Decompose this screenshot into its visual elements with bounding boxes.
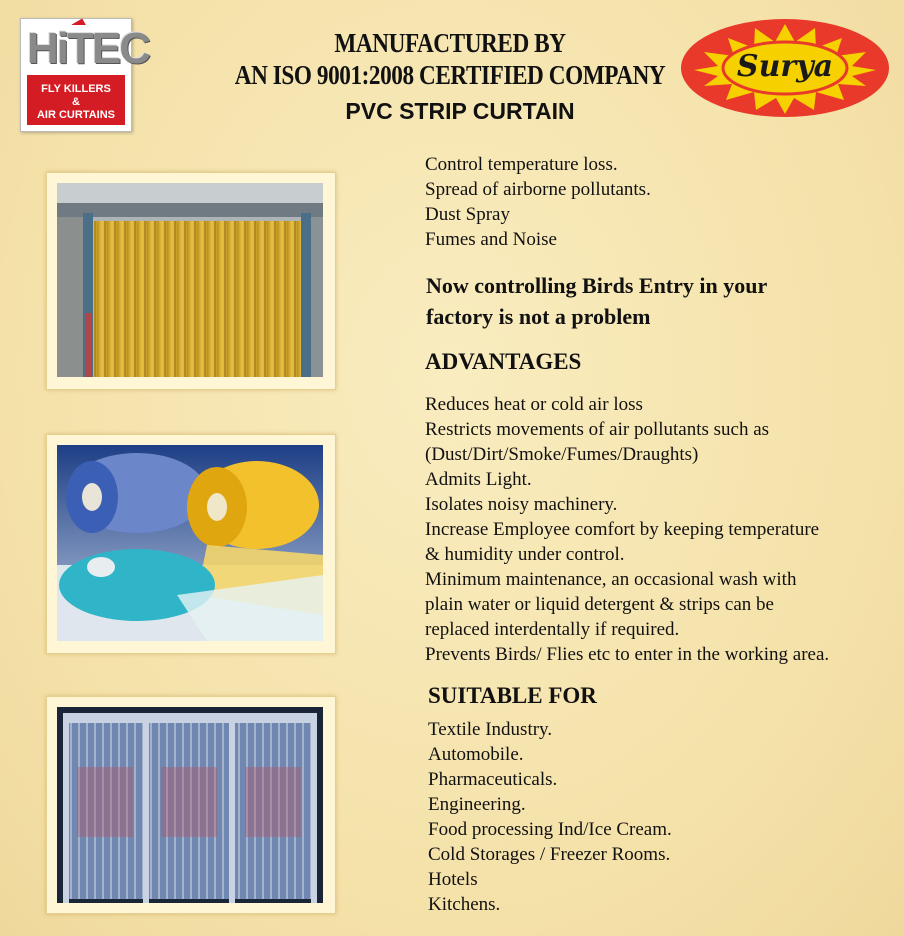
header-line1: MANUFACTURED BY bbox=[334, 28, 566, 58]
intro-list bbox=[425, 152, 651, 252]
hitec-line2: & bbox=[72, 96, 80, 108]
hitec-brand: HiTEC bbox=[27, 24, 149, 73]
list-item: Isolates noisy machinery. bbox=[425, 494, 618, 515]
list-item: & humidity under control. bbox=[425, 544, 625, 565]
photo-frame-clear bbox=[46, 696, 336, 914]
list-item: Food processing Ind/Ice Cream. bbox=[428, 819, 672, 840]
list-item: Restricts movements of air pollutants such as bbox=[425, 419, 770, 440]
hitec-tagline bbox=[27, 75, 125, 125]
list-item: plain water or liquid detergent & strips can be bbox=[425, 594, 774, 615]
advantages-heading: ADVANTAGES bbox=[425, 349, 582, 374]
suitable-heading: SUITABLE FOR bbox=[428, 683, 597, 708]
list-item: Prevents Birds/ Flies etc to enter in the working area. bbox=[425, 644, 830, 665]
suitable-list bbox=[428, 717, 672, 917]
photo-frame-doorway bbox=[46, 172, 336, 390]
doorway-curtain-image bbox=[57, 183, 323, 377]
hitec-line3: AIR CURTAINS bbox=[36, 109, 115, 121]
list-item: Kitchens. bbox=[428, 894, 501, 915]
list-item: Reduces heat or cold air loss bbox=[425, 394, 643, 415]
list-item: Engineering. bbox=[428, 794, 526, 815]
highlight-message bbox=[426, 270, 767, 332]
list-item: Dust Spray bbox=[425, 204, 510, 225]
list-item: Automobile. bbox=[428, 744, 524, 765]
highlight-line2: factory is not a problem bbox=[426, 304, 651, 329]
header-line2: AN ISO 9001:2008 CERTIFIED COMPANY bbox=[234, 60, 666, 90]
list-item: Increase Employee comfort by keeping temperature bbox=[425, 519, 820, 540]
list-item: Cold Storages / Freezer Rooms. bbox=[428, 844, 671, 865]
surya-logo bbox=[680, 18, 890, 118]
advantages-list bbox=[425, 392, 829, 667]
list-item: Fumes and Noise bbox=[425, 229, 557, 250]
list-item: Minimum maintenance, an occasional wash with bbox=[425, 569, 797, 590]
list-item: Pharmaceuticals. bbox=[428, 769, 558, 790]
clear-curtain-image bbox=[57, 707, 323, 903]
list-item: Spread of airborne pollutants. bbox=[425, 179, 651, 200]
list-item: Admits Light. bbox=[425, 469, 532, 490]
product-title: PVC STRIP CURTAIN bbox=[345, 98, 575, 124]
highlight-line1: Now controlling Birds Entry in your bbox=[426, 273, 768, 298]
hitec-line1: FLY KILLERS bbox=[41, 83, 111, 95]
surya-brand: Surya bbox=[736, 49, 834, 84]
pvc-rolls-image bbox=[57, 445, 323, 641]
hitec-logo bbox=[20, 18, 149, 132]
list-item: Control temperature loss. bbox=[425, 154, 618, 175]
photo-frame-rolls bbox=[46, 434, 336, 654]
list-item: replaced interdentally if required. bbox=[425, 619, 680, 640]
list-item: Hotels bbox=[428, 869, 478, 890]
list-item: Textile Industry. bbox=[428, 719, 553, 740]
list-item: (Dust/Dirt/Smoke/Fumes/Draughts) bbox=[425, 444, 699, 465]
